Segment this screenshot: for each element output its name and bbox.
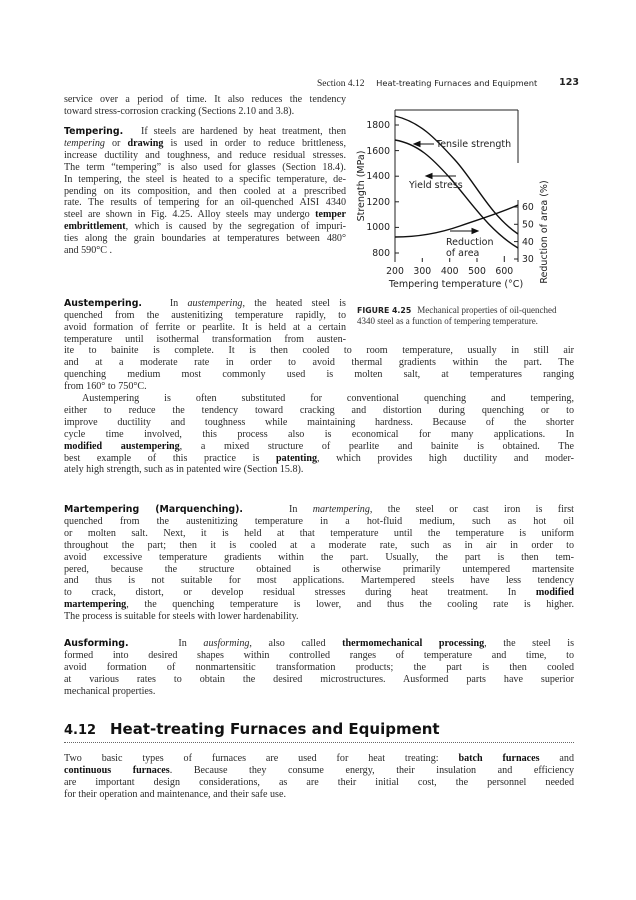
svg-text:1400: 1400	[366, 171, 390, 182]
term-temper-embrittlement: temper	[315, 209, 346, 221]
term-martempering: martempering	[312, 504, 370, 515]
running-head-section: Section 4.12	[317, 79, 365, 89]
text-line: service over a period of time. It also reduces the tendency	[64, 94, 346, 105]
furnaces-paragraph: Two basic types of furnaces are used for heat treating: batch furnaces and continuous furnaces. Because they consume energy, their insulation and efficiency are important design considerations, as are their initial cost, the personnel needed for their operation and maintenance, and their safe use.	[64, 753, 574, 800]
svg-text:500: 500	[468, 266, 486, 277]
yield-stress-curve	[395, 140, 518, 248]
term-modified-austempering: modified austempering	[64, 440, 180, 452]
x-tick-labels	[386, 266, 513, 277]
svg-text:1200: 1200	[366, 197, 390, 208]
figure-4-25-chart	[350, 95, 600, 300]
term-ausforming: ausforming	[203, 638, 250, 649]
reduction-of-area-curve	[395, 205, 518, 237]
y2-tick-labels	[522, 202, 534, 265]
svg-text:1000: 1000	[366, 222, 390, 233]
term-drawing: drawing	[127, 137, 164, 149]
austempering-paragraph-start: Austempering. In austempering, the heated steel is quenched from the austenitizing temperature rapidly, to avoid formation of ferrite or pearlite. It is held at a certain temperature until isothermal transformation from austen-	[64, 298, 346, 345]
martempering-paragraph: Martempering (Marquenching). In martempering, the steel or cast iron is first quenched from the austenitizing temperature in a hot-fluid medium, such as hot oil or molten salt. Next, it is held at that temperature until the temperature is uniform throughout the part; then it is cooled at a moderate rate, such as in air in order to avoid excessive temperature gradients within the part. Usually, the part is then tem- pered, because the structure obtained is otherwise primarily untempered martensite and thus is not suitable for most applications. Martempered steels have less tendency to crack, distort, or develop residual stresses during heat treatment. In modified martempering, the quenching temperature is lower, and thus the cooling rate is higher. The process is suitable for steels with lower hardenability.	[64, 504, 574, 623]
y-tick-labels	[366, 120, 390, 259]
x-axis-title: Tempering temperature (°C)	[388, 279, 524, 290]
svg-text:600: 600	[495, 266, 514, 277]
tensile-strength-curve	[395, 116, 518, 234]
section-title: Heat-treating Furnaces and Equipment	[110, 720, 440, 738]
term-batch-furnaces: batch furnaces	[458, 753, 540, 764]
svg-text:60: 60	[522, 202, 534, 213]
svg-text:800: 800	[372, 248, 390, 259]
svg-text:1600: 1600	[366, 146, 390, 157]
yield-stress-label: Yield stress	[409, 180, 463, 191]
section-heading	[64, 720, 574, 738]
svg-text:200: 200	[386, 266, 404, 277]
running-head	[317, 78, 579, 89]
tempering-paragraph: Tempering. If steels are hardened by heat treatment, then tempering or drawing is used in order to reduce brittleness, increase ductility and toughness, and reduce residual stresses. The term “tempering” is also used for glasses (Section 18.4). In tempering, the steel is heated to a specific temperature, de- pending on its composition, and then cooled at a prescribed rate. The results of tempering for an oil-quenched AISI 4340 steel are shown in Fig. 4.25. Alloy steels may undergo temper embrittlement, which is caused by the segregation of impuri- ties along the grain boundaries at temperatures between 480° and 590°C .	[64, 126, 346, 257]
y2-axis-title: Reduction of area (%)	[539, 180, 550, 284]
tensile-strength-label: Tensile strength	[436, 139, 512, 150]
term-austempering: austempering	[187, 298, 243, 309]
reduction-of-area-label-line1: Reduction	[446, 237, 494, 248]
text-line: toward stress-corrosion cracking (Sections 2.10 and 3.8).	[64, 105, 295, 117]
svg-text:50: 50	[522, 219, 534, 231]
term-continuous-furnaces: continuous furnaces	[64, 764, 170, 776]
term-thermomechanical-processing: thermomechanical processing	[342, 638, 485, 649]
running-head-title: Heat-treating Furnaces and Equipment	[376, 78, 538, 88]
page-number: 123	[559, 77, 579, 88]
austempering-heading: Austempering.	[64, 298, 142, 309]
austempering-paragraph-2: Austempering is often substituted for conventional quenching and tempering, either to reduce the tendency toward cracking and distortion during quenching or to improve ductility and toughness while maintaining hardness. Because of the shorter cycle time involved, this process also is economical for many applications. In modified austempering, a mixed structure of pearlite and bainite is obtained. The best example of this practice is patenting, which provides high ductility and moder- ately high strength, such as in patented wire (Section 15.8).	[64, 393, 574, 476]
tempering-heading: Tempering.	[64, 126, 124, 137]
section-divider	[64, 742, 574, 743]
svg-text:300: 300	[413, 266, 432, 277]
term-modified-martempering: martempering	[64, 599, 127, 611]
svg-text:400: 400	[440, 266, 459, 277]
term-tempering: tempering	[64, 137, 105, 149]
section-number: 4.12	[64, 723, 97, 738]
figure-label: FIGURE 4.25	[357, 306, 412, 315]
svg-text:1800: 1800	[366, 120, 390, 131]
ausforming-paragraph: Ausforming. In ausforming, also called thermomechanical processing, the steel is formed into desired shapes within controlled ranges of temperature and time, to avoid formation of nonmartensitic transformation products; the part is then cooled at various rates to obtain the desired microstructures. Ausformed parts have superior mechanical properties.	[64, 638, 575, 697]
martempering-heading: Martempering (Marquenching).	[64, 504, 243, 515]
svg-text:40: 40	[522, 237, 534, 248]
term-patenting: patenting	[276, 452, 317, 464]
intro-paragraph	[64, 94, 346, 118]
y-axis-title: Strength (MPa)	[356, 150, 367, 222]
svg-text:30: 30	[522, 254, 534, 265]
figure-caption: FIGURE 4.25 Mechanical properties of oil-quenched 4340 steel as a function of tempering temperature.	[357, 305, 557, 326]
reduction-of-area-label-line2: of area	[446, 248, 480, 259]
ausforming-heading: Ausforming.	[64, 638, 129, 649]
austempering-paragraph-continued: ite to bainite is complete. It is then cooled to room temperature, usually in still air and at a moderate rate in order to avoid thermal gradients within the part. The quenching medium most commonly used is molten salt, at temperatures ranging from 160° to 750°C.	[64, 345, 574, 392]
